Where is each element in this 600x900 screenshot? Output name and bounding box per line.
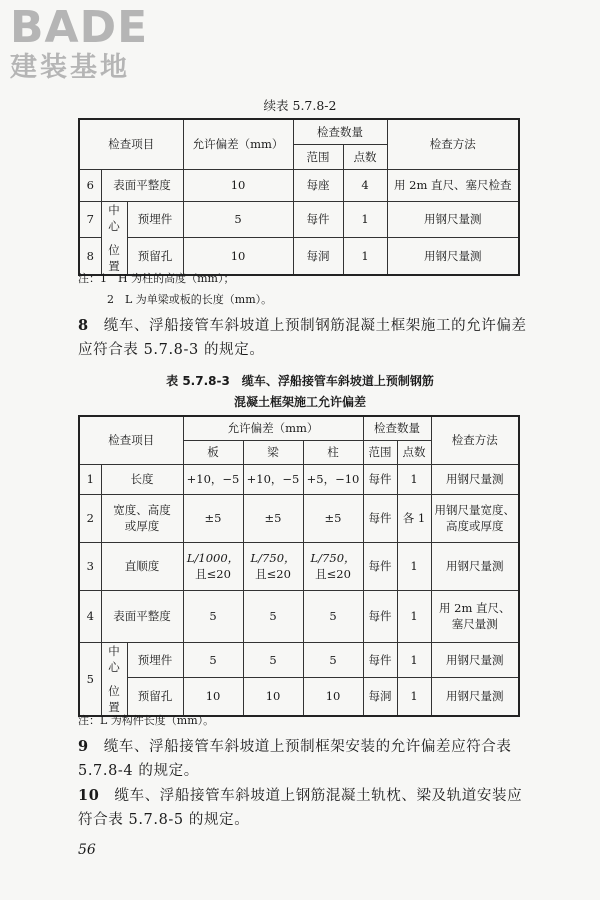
t2-r5-no: 5 [79, 642, 101, 716]
t2-r1-slab: +10，−5 [183, 464, 243, 494]
t2-r1-item: 长度 [101, 464, 183, 494]
t2-r6-slab: 10 [183, 677, 243, 715]
table-row [79, 238, 519, 275]
table-row [79, 169, 519, 201]
t1-r2-no: 7 [79, 201, 101, 238]
paragraph-10 [78, 784, 528, 832]
t2-r1-method: 用钢尺量测 [431, 464, 519, 494]
t1-group-label-line2: 位置 [108, 242, 120, 273]
t2-r4-method-line1: 用 2m 直尺、 [439, 601, 511, 615]
paragraph-8 [78, 314, 528, 362]
table-row [79, 642, 519, 677]
t2-r2-method-line1: 用钢尺量宽度、 [434, 503, 516, 517]
t2-header-item: 检查项目 [79, 416, 183, 464]
t2-r4-item: 表面平整度 [101, 590, 183, 642]
page-number: 56 [78, 842, 96, 858]
t2-r3-slab-line2: 且≤20 [195, 567, 231, 581]
paragraph-9 [78, 735, 528, 783]
para9-text: 缆车、浮船接管车斜坡道上预制框架安装的允许偏差应符合表 5.7.8-4 的规定。 [78, 739, 512, 779]
t1-group-label-line1: 中心 [108, 202, 120, 233]
t2-r1-points: 1 [397, 464, 431, 494]
t2-group-label-line1: 中心 [108, 643, 120, 674]
t1-r3-item: 预留孔 [127, 238, 183, 275]
t2-r2-no: 2 [79, 494, 101, 542]
t1-r3-range: 每洞 [293, 238, 343, 275]
t2-r5-slab: 5 [183, 642, 243, 677]
t2-r2-beam: ±5 [243, 494, 303, 542]
t2-r4-no: 4 [79, 590, 101, 642]
t2-note: 注：L 为构件长度（mm）。 [78, 714, 215, 727]
t2-r2-item [101, 494, 183, 542]
t1-r2-item: 预埋件 [127, 201, 183, 238]
para8-num: 8 [78, 317, 89, 334]
t1-r1-tol: 10 [183, 169, 293, 201]
t2-r2-slab: ±5 [183, 494, 243, 542]
t1-note-2: 2 L 为单梁或板的长度（mm）。 [107, 293, 273, 306]
table-row [79, 590, 519, 642]
t2-r4-beam: 5 [243, 590, 303, 642]
t2-r3-range: 每件 [363, 542, 397, 590]
t2-r3-no: 3 [79, 542, 101, 590]
t2-r4-method [431, 590, 519, 642]
t2-r3-beam-line1: L/750， [250, 551, 296, 565]
t2-r6-column: 10 [303, 677, 363, 715]
t1-header-item: 检查项目 [79, 119, 183, 169]
para8-text: 缆车、浮船接管车斜坡道上预制钢筋混凝土框架施工的允许偏差应符合表 5.7.8-3 的规定。 [78, 318, 527, 358]
table2 [78, 415, 520, 717]
table-row [79, 464, 519, 494]
t2-r6-item: 预留孔 [127, 677, 183, 715]
t2-r3-beam [243, 542, 303, 590]
t2-r3-beam-line2: 且≤20 [255, 567, 291, 581]
t2-r2-range: 每件 [363, 494, 397, 542]
t2-r3-slab-line1: L/1000， [186, 551, 240, 565]
t2-r1-range: 每件 [363, 464, 397, 494]
t1-r2-points: 1 [343, 201, 387, 238]
t1-header-tolerance: 允许偏差（mm） [183, 119, 293, 169]
logo-wordmark: BADE [10, 2, 149, 53]
t2-header-tolerance: 允许偏差（mm） [183, 416, 363, 440]
t2-group-label-line2: 位置 [108, 683, 120, 714]
t2-r4-slab: 5 [183, 590, 243, 642]
t2-header-points: 点数 [397, 440, 431, 464]
t1-r1-no: 6 [79, 169, 101, 201]
brand-logo [10, 2, 149, 84]
t1-r1-range: 每座 [293, 169, 343, 201]
t2-header-qty: 检查数量 [363, 416, 431, 440]
t1-header-points: 点数 [343, 144, 387, 169]
t2-r6-beam: 10 [243, 677, 303, 715]
t1-r3-tol: 10 [183, 238, 293, 275]
t2-r3-column [303, 542, 363, 590]
para10-num: 10 [78, 787, 100, 804]
para9-num: 9 [78, 738, 89, 755]
t1-header-range: 范围 [293, 144, 343, 169]
t1-group-label [101, 201, 127, 275]
t1-header-qty: 检查数量 [293, 119, 387, 144]
t2-r2-column: ±5 [303, 494, 363, 542]
table1-caption: 续表 5.7.8-2 [263, 98, 337, 113]
t2-r6-points: 1 [397, 677, 431, 715]
t2-r2-item-line1: 宽度、高度 [113, 503, 171, 517]
t2-r2-points: 各 1 [397, 494, 431, 542]
t2-r6-method: 用钢尺量测 [431, 677, 519, 715]
t2-r5-points: 1 [397, 642, 431, 677]
t2-r3-column-line2: 且≤20 [315, 567, 351, 581]
t2-r4-points: 1 [397, 590, 431, 642]
t2-r5-item: 预埋件 [127, 642, 183, 677]
t1-r2-range: 每件 [293, 201, 343, 238]
t2-r1-column: +5，−10 [303, 464, 363, 494]
t2-r5-method: 用钢尺量测 [431, 642, 519, 677]
table2-caption-line1: 表 5.7.8-3 缆车、浮船接管车斜坡道上预制钢筋 [166, 374, 434, 388]
t2-r4-column: 5 [303, 590, 363, 642]
t1-r2-tol: 5 [183, 201, 293, 238]
t1-r1-points: 4 [343, 169, 387, 201]
t2-header-column: 柱 [303, 440, 363, 464]
t2-header-range: 范围 [363, 440, 397, 464]
t1-r3-no: 8 [79, 238, 101, 275]
para10-text: 缆车、浮船接管车斜坡道上钢筋混凝土轨枕、梁及轨道安装应符合表 5.7.8-5 的规定。 [78, 788, 523, 828]
t2-r2-item-line2: 或厚度 [124, 519, 160, 533]
t2-r5-range: 每件 [363, 642, 397, 677]
t2-r3-item: 直顺度 [101, 542, 183, 590]
t1-r2-method: 用钢尺量测 [387, 201, 519, 238]
t2-r3-slab [183, 542, 243, 590]
t2-r1-beam: +10，−5 [243, 464, 303, 494]
t1-r1-item: 表面平整度 [101, 169, 183, 201]
t2-group-label [101, 642, 127, 716]
t1-r1-method: 用 2m 直尺、塞尺检查 [387, 169, 519, 201]
t2-r3-method: 用钢尺量测 [431, 542, 519, 590]
t2-r6-range: 每洞 [363, 677, 397, 715]
t2-r4-method-line2: 塞尺量测 [451, 617, 498, 631]
table-row [79, 542, 519, 590]
table2-caption-line2: 混凝土框架施工允许偏差 [233, 395, 366, 409]
t1-r3-points: 1 [343, 238, 387, 275]
t2-r4-range: 每件 [363, 590, 397, 642]
table-row [79, 494, 519, 542]
t2-r3-column-line1: L/750， [310, 551, 356, 565]
table-row [79, 677, 519, 715]
t1-note-1: 注：1 H 为柱的高度（mm）； [78, 272, 235, 285]
t2-r3-points: 1 [397, 542, 431, 590]
logo-subtitle: 建装基地 [10, 52, 130, 83]
table-row [79, 201, 519, 238]
table1 [78, 118, 520, 276]
t2-r2-method [431, 494, 519, 542]
t2-r1-no: 1 [79, 464, 101, 494]
t2-header-method: 检查方法 [431, 416, 519, 464]
t2-r5-beam: 5 [243, 642, 303, 677]
t1-r3-method: 用钢尺量测 [387, 238, 519, 275]
t2-r5-column: 5 [303, 642, 363, 677]
t2-header-beam: 梁 [243, 440, 303, 464]
t2-r2-method-line2: 高度或厚度 [446, 519, 504, 533]
t2-header-slab: 板 [183, 440, 243, 464]
t1-header-method: 检查方法 [387, 119, 519, 169]
